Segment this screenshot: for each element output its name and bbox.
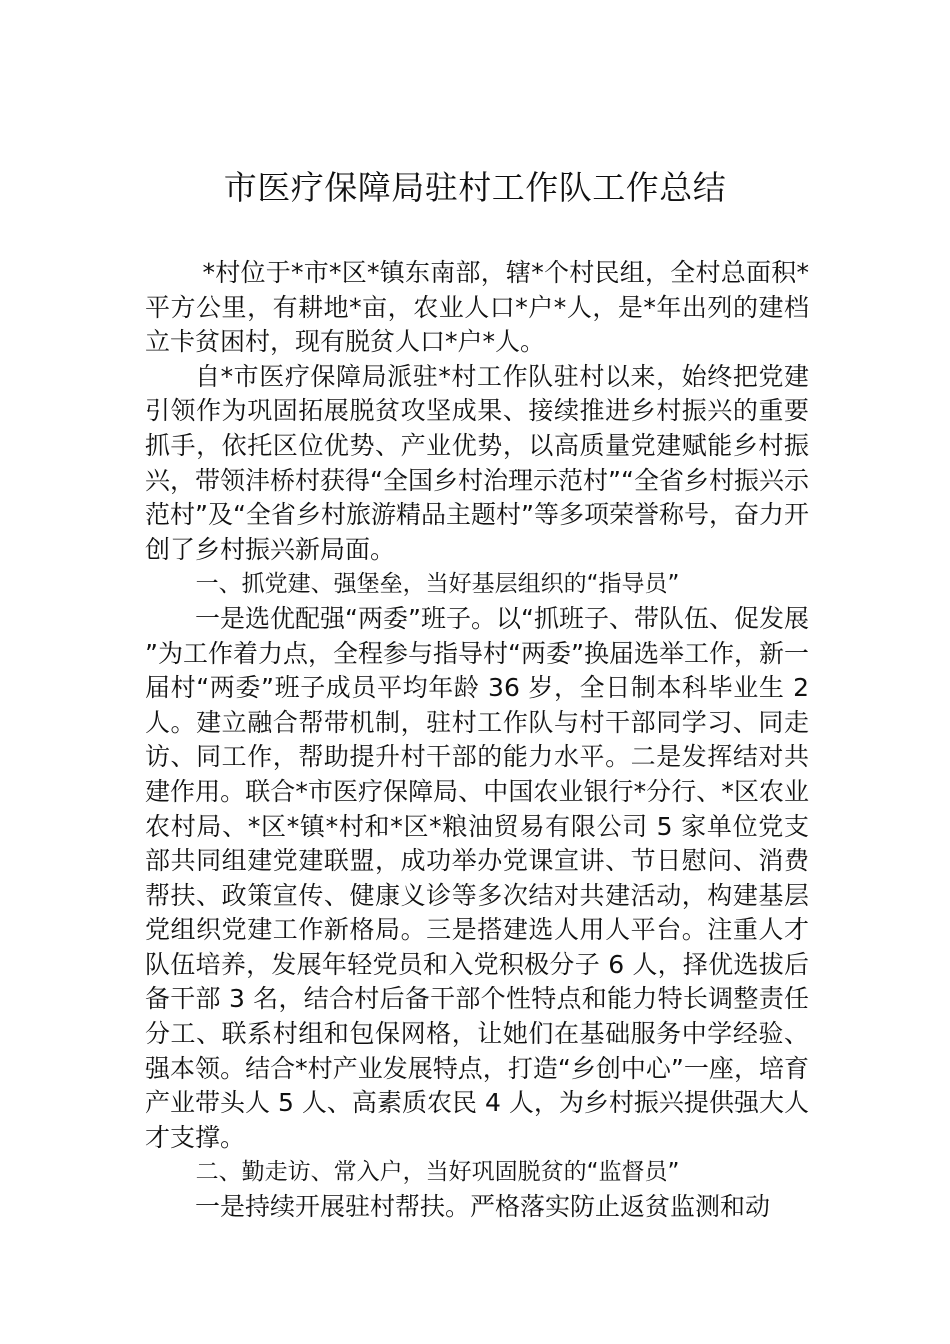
paragraph-intro: 自*市医疗保障局派驻*村工作队驻村以来，始终把党建引领作为巩固拓展脱贫攻坚成果、接续推进乡村振兴的重要抓手，依托区位优势、产业优势，以高质量党建赋能乡村振兴，带领沣桥村获得“全国乡村治理示范村”“全省乡村振兴示范村”及“全省乡村旅游精品主题村”等多项荣誉称号，奋力开创了乡村振兴新局面。 <box>145 361 809 564</box>
document-body <box>145 256 809 1225</box>
document-title: 市医疗保障局驻村工作队工作总结 <box>223 168 727 207</box>
section-heading-2: 二、勤走访、常入户，当好巩固脱贫的“监督员” <box>195 1159 680 1186</box>
paragraph-section-1: 一是选优配强“两委”班子。以“抓班子、带队伍、促发展”为工作着力点，全程参与指导村“两委”换届选举工作，新一届村“两委”班子成员平均年龄 36 岁，全日制本科毕业生 2 人。建立融合帮带机制，驻村工作队与村干部同学习、同走访、同工作，帮助提升村干部的能力水平。二是发挥结对共建作用。联合*市医疗保障局、中国农业银行*分行、*区农业农村局、*区*镇*村和*区*粮油贸易有限公司 5 家单位党支部共同组建党建联盟，成功举办党课宣讲、节日慰问、消费帮扶、政策宣传、健康义诊等多次结对共建活动，构建基层党组织党建工作新格局。三是搭建选人用人平台。注重人才队伍培养，发展年轻党员和入党积极分子 6 人，择优选拔后备干部 3 名，结合村后备干部个性特点和能力特长调整责任分工、联系村组和包保网格，让她们在基础服务中学经验、强本领。结合*村产业发展特点，打造“乡创中心”一座，培育产业带头人 5 人、高素质农民 4 人，为乡村振兴提供强大人才支撑。 <box>145 603 809 1152</box>
section-heading-1: 一、抓党建、强堡垒，当好基层组织的“指导员” <box>195 571 680 598</box>
paragraph-village-overview: *村位于*市*区*镇东南部，辖*个村民组，全村总面积*平方公里，有耕地*亩，农业人口*户*人，是*年出列的建档立卡贫困村，现有脱贫人口*户*人。 <box>145 258 809 357</box>
paragraph-section-2: 一是持续开展驻村帮扶。严格落实防止返贫监测和动 <box>195 1192 771 1222</box>
